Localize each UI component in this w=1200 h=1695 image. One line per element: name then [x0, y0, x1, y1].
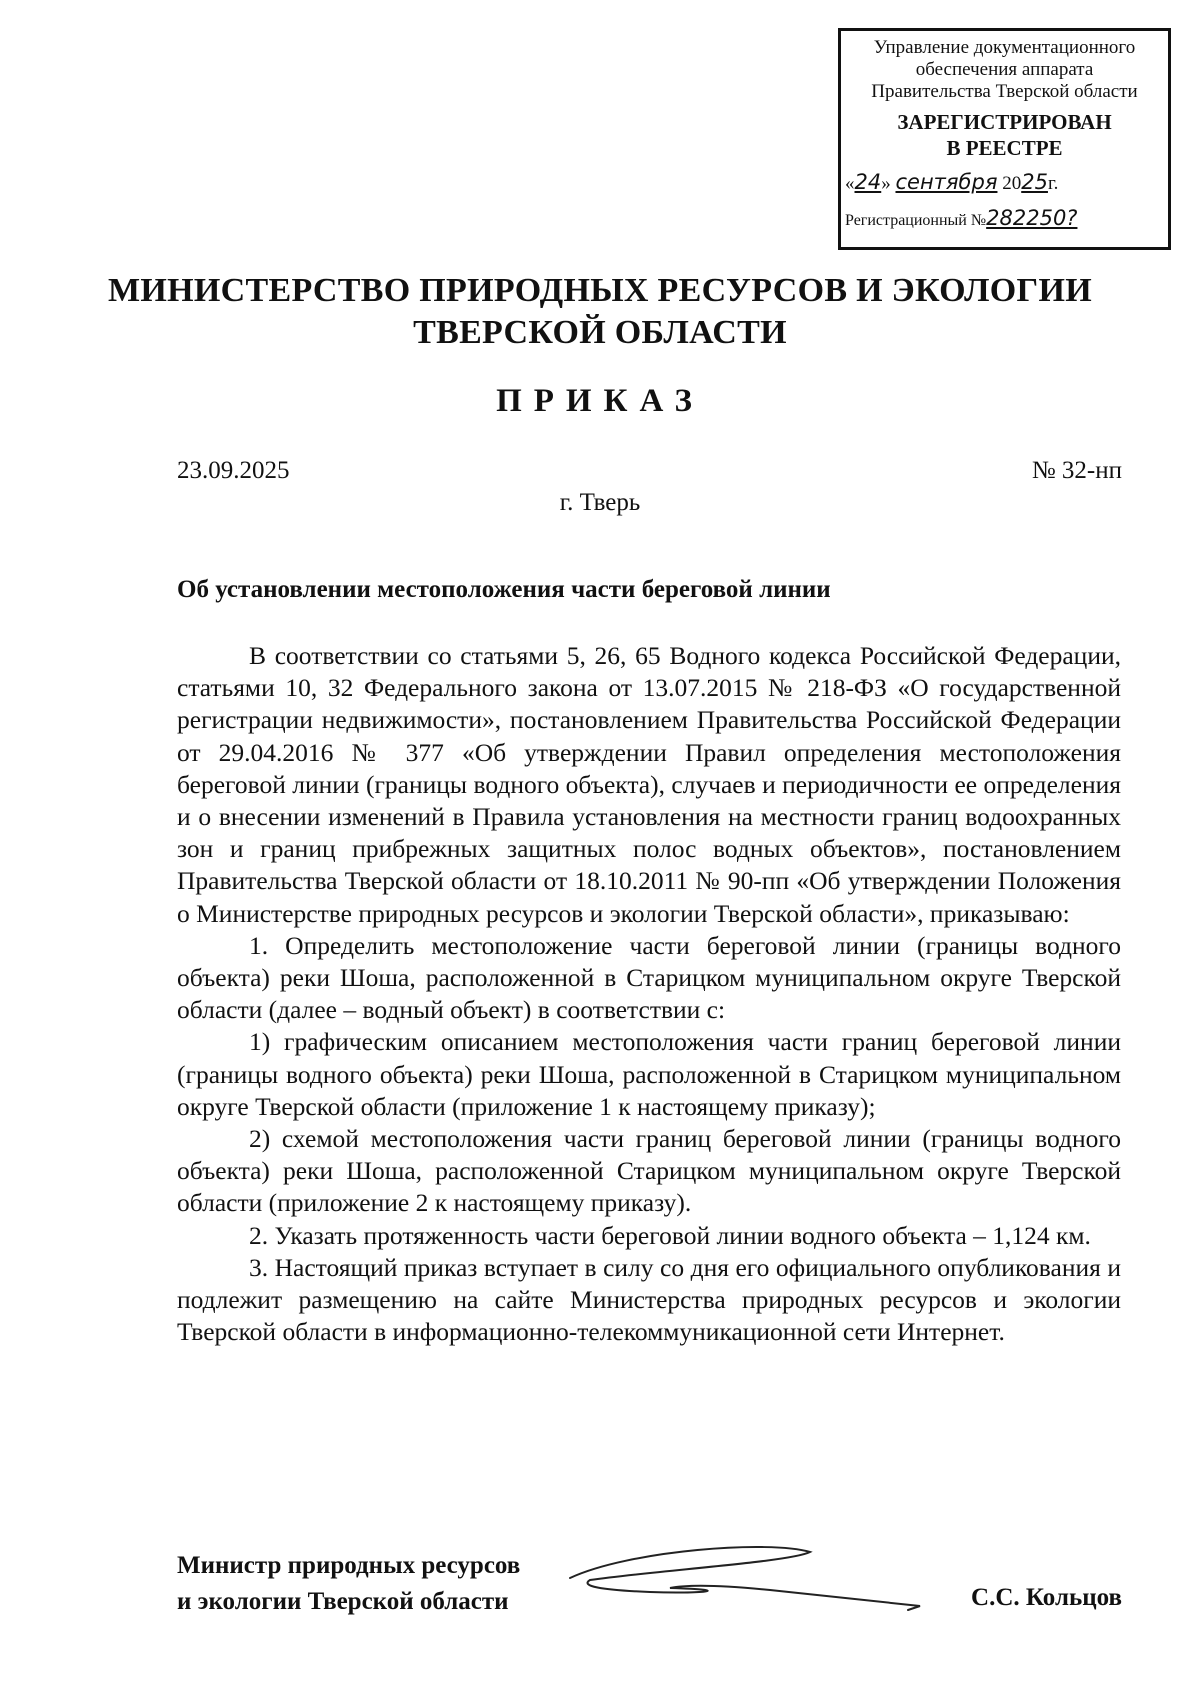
handwritten-signature: [540, 1540, 940, 1620]
item-2-paragraph: 2. Указать протяженность части береговой линии водного объекта – 1,124 км.: [249, 1220, 1091, 1250]
stamp-line-1: Управление документационного: [873, 37, 1136, 58]
stamp-line-3: Правительства Тверской области: [871, 81, 1138, 102]
preamble-paragraph: В соответствии со статьями 5, 26, 65 Водного кодекса Российской Федерации, статьями 10, 32 Федерального закона от 13.07.2015 № 218-ФЗ «О государственной регистрации недвижимости», постановлением Правительства Российской Федерации от 29.04.2016 № 377 «Об утверждении Правил определения местоположения береговой линии (границы водного объекта), случаев и периодичности ее определения и о внесении изменений в Правила установления на местности границ водоохранных зон и границ прибрежных защитных полос водных объектов», постановлением Правительства Тверской области от 18.10.2011 № 90-пп «Об утверждении Положения о Министерстве природных ресурсов и экологии Тверской области», приказываю:: [177, 641, 1121, 928]
stamp-reg-number-handwritten: 282250?: [986, 206, 1078, 230]
stamp-registered-2: В РЕЕСТРЕ: [946, 136, 1063, 160]
document-number: № 32-нп: [1031, 457, 1122, 484]
order-title: ПРИКАЗ: [496, 383, 704, 419]
stamp-date: «24» сентября 2025г.: [845, 170, 1059, 194]
stamp-line-2: обеспечения аппарата: [915, 59, 1094, 80]
item-1-2-paragraph: 2) схемой местоположения части границ береговой линии (границы водного объекта) реки Шоша, расположенной Старицком муниципальном округе Тверской области (приложение 2 к настоящему приказу).: [177, 1124, 1121, 1218]
ministry-title-line-1: МИНИСТЕРСТВО ПРИРОДНЫХ РЕСУРСОВ И ЭКОЛОГИИ: [108, 272, 1092, 309]
signatory-title-line-1: Министр природных ресурсов: [177, 1552, 521, 1579]
ministry-title-line-2: ТВЕРСКОЙ ОБЛАСТИ: [413, 314, 787, 351]
signatory-name: С.С. Кольцов: [971, 1584, 1122, 1611]
stamp-registered-1: ЗАРЕГИСТРИРОВАН: [897, 110, 1112, 134]
document-body: [177, 640, 1121, 1348]
stamp-date-month: сентября: [895, 170, 998, 194]
stamp-registration-number: Регистрационный №282250?: [845, 206, 1078, 230]
ministry-title: [0, 270, 1200, 354]
stamp-date-year: 25: [1021, 170, 1048, 194]
item-3-paragraph: 3. Настоящий приказ вступает в силу со дня его официального опубликования и подлежит размещению на сайте Министерства природных ресурсов и экологии Тверской области в информационно-телекоммуникационной сети Интернет.: [177, 1252, 1121, 1347]
signatory-title-line-2: и экологии Тверской области: [177, 1588, 509, 1615]
item-1-1-paragraph: 1) графическим описанием местоположения части границ береговой линии (границы водного объекта) реки Шоша, расположенной в Старицком муниципальном округе Тверской области (приложение 1 к настоящему приказу);: [177, 1027, 1121, 1121]
document-city: г. Тверь: [559, 489, 641, 516]
stamp-date-day: 24: [854, 170, 882, 194]
document-subject: Об установлении местоположения части береговой линии: [177, 576, 831, 603]
item-1-paragraph: 1. Определить местоположение части береговой линии (границы водного объекта) реки Шоша, расположенной в Старицком муниципальном округе Тверской области (далее – водный объект) в соответствии с:: [177, 930, 1121, 1025]
document-date: 23.09.2025: [177, 457, 290, 484]
registration-stamp: [838, 28, 1171, 250]
signatory-title: [177, 1548, 520, 1620]
